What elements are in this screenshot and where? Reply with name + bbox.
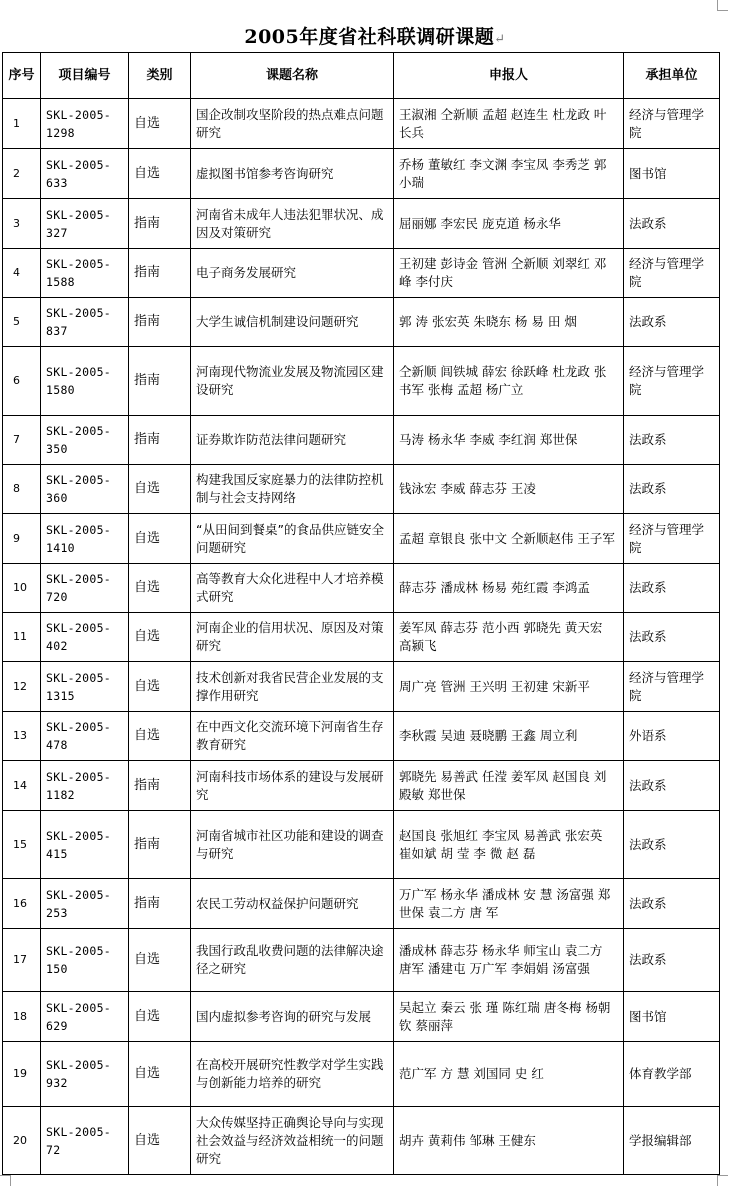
cell-applicants: 周广亮 管洲 王兴明 王初建 宋新平 (394, 662, 624, 712)
paragraph-mark-icon: ↵ (494, 32, 506, 47)
cell-topic: 电子商务发展研究 (191, 249, 394, 298)
cell-topic: 大学生诚信机制建设问题研究 (191, 298, 394, 347)
document-title (0, 22, 750, 49)
cell-applicants: 万广军 杨永华 潘成林 安 慧 汤富强 郑世保 袁二方 唐 军 (394, 879, 624, 929)
cell-code: SKL-2005-1410 (41, 514, 129, 564)
cell-unit: 外语系 (624, 712, 720, 761)
cell-code: SKL-2005-837 (41, 298, 129, 347)
cell-category: 指南 (129, 199, 191, 249)
cell-applicants: 姜军凤 薛志芬 范小西 郭晓先 黄天宏 高颍飞 (394, 613, 624, 662)
cell-category: 指南 (129, 879, 191, 929)
cell-code: SKL-2005-629 (41, 992, 129, 1042)
cell-seq: 2 (3, 149, 41, 199)
cell-category: 自选 (129, 1107, 191, 1175)
cell-unit: 图书馆 (624, 149, 720, 199)
cell-topic: 构建我国反家庭暴力的法律防控机制与社会支持网络 (191, 465, 394, 514)
cell-code: SKL-2005-1182 (41, 761, 129, 811)
cell-unit: 法政系 (624, 761, 720, 811)
cell-seq: 14 (3, 761, 41, 811)
cell-seq: 6 (3, 347, 41, 416)
cell-code: SKL-2005-72 (41, 1107, 129, 1175)
cell-category: 指南 (129, 811, 191, 879)
table-row (3, 249, 720, 298)
cell-category: 自选 (129, 514, 191, 564)
cell-topic: 高等教育大众化进程中人才培养模式研究 (191, 564, 394, 613)
cell-applicants: 屈丽娜 李宏民 庞克道 杨永华 (394, 199, 624, 249)
cell-category: 自选 (129, 662, 191, 712)
cell-unit: 经济与管理学院 (624, 662, 720, 712)
cell-code: SKL-2005-1298 (41, 99, 129, 149)
cell-topic: 国企改制攻坚阶段的热点难点问题研究 (191, 99, 394, 149)
cell-topic: 河南省未成年人违法犯罪状况、成因及对策研究 (191, 199, 394, 249)
cell-topic: 我国行政乱收费问题的法律解决途径之研究 (191, 929, 394, 992)
cell-seq: 10 (3, 564, 41, 613)
cell-seq: 7 (3, 416, 41, 465)
cell-applicants: 马涛 杨永华 李威 李红润 郑世保 (394, 416, 624, 465)
cell-applicants: 郭 涛 张宏英 朱晓东 杨 易 田 烟 (394, 298, 624, 347)
cell-category: 自选 (129, 1042, 191, 1107)
cell-applicants: 乔杨 董敏红 李文渊 李宝凤 李秀芝 郭小瑞 (394, 149, 624, 199)
cell-unit: 法政系 (624, 199, 720, 249)
header-seq: 序号 (3, 53, 41, 99)
cell-topic: 大众传媒坚持正确舆论导向与实现社会效益与经济效益相统一的问题研究 (191, 1107, 394, 1175)
table-row (3, 929, 720, 992)
header-unit: 承担单位 (624, 53, 720, 99)
cell-topic: 技术创新对我省民营企业发展的支撑作用研究 (191, 662, 394, 712)
cell-category: 自选 (129, 613, 191, 662)
cell-category: 指南 (129, 761, 191, 811)
header-category: 类别 (129, 53, 191, 99)
cell-category: 自选 (129, 929, 191, 992)
cell-applicants: 范广军 方 慧 刘国同 史 红 (394, 1042, 624, 1107)
cell-applicants: 钱泳宏 李威 薛志芬 王凌 (394, 465, 624, 514)
cell-applicants: 潘成林 薛志芬 杨永华 师宝山 袁二方 唐军 潘建屯 万广军 李娟娟 汤富强 (394, 929, 624, 992)
cell-seq: 18 (3, 992, 41, 1042)
cell-seq: 12 (3, 662, 41, 712)
cell-code: SKL-2005-327 (41, 199, 129, 249)
cell-seq: 19 (3, 1042, 41, 1107)
cell-seq: 5 (3, 298, 41, 347)
header-applicants: 申报人 (394, 53, 624, 99)
cell-code: SKL-2005-350 (41, 416, 129, 465)
page-corner-mark (717, 1175, 728, 1186)
cell-code: SKL-2005-1588 (41, 249, 129, 298)
table-row (3, 564, 720, 613)
cell-applicants: 王淑湘 仝新顺 孟超 赵连生 杜龙政 叶长兵 (394, 99, 624, 149)
cell-code: SKL-2005-253 (41, 879, 129, 929)
cell-unit: 法政系 (624, 564, 720, 613)
table-row (3, 416, 720, 465)
cell-code: SKL-2005-1315 (41, 662, 129, 712)
cell-unit: 经济与管理学院 (624, 249, 720, 298)
cell-topic: 河南省城市社区功能和建设的调查与研究 (191, 811, 394, 879)
cell-topic: 河南科技市场体系的建设与发展研究 (191, 761, 394, 811)
cell-code: SKL-2005-415 (41, 811, 129, 879)
cell-seq: 15 (3, 811, 41, 879)
table-row (3, 1107, 720, 1175)
cell-applicants: 王初建 彭诗金 管洲 仝新顺 刘翠红 邓峰 李付庆 (394, 249, 624, 298)
cell-applicants: 郭晓先 易善武 任滢 姜军凤 赵国良 刘殿敏 郑世保 (394, 761, 624, 811)
cell-code: SKL-2005-360 (41, 465, 129, 514)
cell-unit: 法政系 (624, 811, 720, 879)
cell-topic: 在高校开展研究性教学对学生实践与创新能力培养的研究 (191, 1042, 394, 1107)
cell-category: 指南 (129, 249, 191, 298)
cell-topic: 在中西文化交流环境下河南省生存教育研究 (191, 712, 394, 761)
cell-code: SKL-2005-720 (41, 564, 129, 613)
table-row (3, 514, 720, 564)
cell-unit: 法政系 (624, 298, 720, 347)
cell-category: 自选 (129, 99, 191, 149)
table-row (3, 992, 720, 1042)
cell-unit: 经济与管理学院 (624, 347, 720, 416)
cell-category: 自选 (129, 465, 191, 514)
cell-code: SKL-2005-932 (41, 1042, 129, 1107)
cell-unit: 法政系 (624, 416, 720, 465)
cell-category: 指南 (129, 416, 191, 465)
document-title-text: 2005年度省社科联调研课题 (244, 26, 495, 48)
cell-code: SKL-2005-402 (41, 613, 129, 662)
cell-category: 指南 (129, 298, 191, 347)
table-row (3, 613, 720, 662)
cell-unit: 图书馆 (624, 992, 720, 1042)
cell-unit: 法政系 (624, 613, 720, 662)
page-corner-mark (717, 0, 728, 11)
table-row (3, 199, 720, 249)
cell-unit: 法政系 (624, 929, 720, 992)
cell-seq: 13 (3, 712, 41, 761)
cell-seq: 8 (3, 465, 41, 514)
cell-unit: 经济与管理学院 (624, 514, 720, 564)
cell-applicants: 仝新顺 闾铁城 薛宏 徐跃峰 杜龙政 张书军 张梅 孟超 杨广立 (394, 347, 624, 416)
header-topic: 课题名称 (191, 53, 394, 99)
cell-unit: 法政系 (624, 465, 720, 514)
cell-category: 指南 (129, 347, 191, 416)
table-row (3, 811, 720, 879)
cell-seq: 9 (3, 514, 41, 564)
cell-seq: 20 (3, 1107, 41, 1175)
cell-code: SKL-2005-150 (41, 929, 129, 992)
cell-category: 自选 (129, 992, 191, 1042)
cell-topic: 河南企业的信用状况、原因及对策研究 (191, 613, 394, 662)
cell-applicants: 吴起立 秦云 张 瑾 陈红瑞 唐冬梅 杨朝钦 蔡丽萍 (394, 992, 624, 1042)
cell-seq: 11 (3, 613, 41, 662)
table-row (3, 712, 720, 761)
table-row (3, 761, 720, 811)
table-row (3, 662, 720, 712)
table-row (3, 298, 720, 347)
cell-topic: 河南现代物流业发展及物流园区建设研究 (191, 347, 394, 416)
cell-topic: 国内虚拟参考咨询的研究与发展 (191, 992, 394, 1042)
cell-seq: 3 (3, 199, 41, 249)
cell-topic: 农民工劳动权益保护问题研究 (191, 879, 394, 929)
cell-category: 自选 (129, 149, 191, 199)
cell-unit: 体育教学部 (624, 1042, 720, 1107)
cell-unit: 学报编辑部 (624, 1107, 720, 1175)
cell-applicants: 胡卉 黄莉伟 邹琳 王健东 (394, 1107, 624, 1175)
table-row (3, 99, 720, 149)
topics-table (2, 52, 720, 1175)
cell-seq: 17 (3, 929, 41, 992)
cell-seq: 4 (3, 249, 41, 298)
cell-topic: “从田间到餐桌”的食品供应链安全问题研究 (191, 514, 394, 564)
cell-category: 自选 (129, 564, 191, 613)
cell-seq: 16 (3, 879, 41, 929)
cell-applicants: 孟超 章银良 张中文 仝新顺赵伟 王子军 (394, 514, 624, 564)
cell-seq: 1 (3, 99, 41, 149)
cell-topic: 证券欺诈防范法律问题研究 (191, 416, 394, 465)
cell-code: SKL-2005-633 (41, 149, 129, 199)
table-header-row (3, 53, 720, 99)
table-row (3, 1042, 720, 1107)
table-row (3, 347, 720, 416)
table-row (3, 879, 720, 929)
header-code: 项目编号 (41, 53, 129, 99)
cell-applicants: 李秋霞 吴迪 聂晓鹏 王鑫 周立利 (394, 712, 624, 761)
table-row (3, 465, 720, 514)
cell-category: 自选 (129, 712, 191, 761)
cell-code: SKL-2005-1580 (41, 347, 129, 416)
cell-code: SKL-2005-478 (41, 712, 129, 761)
cell-applicants: 赵国良 张旭红 李宝凤 易善武 张宏英 崔如斌 胡 莹 李 微 赵 磊 (394, 811, 624, 879)
cell-topic: 虚拟图书馆参考咨询研究 (191, 149, 394, 199)
cell-applicants: 薛志芬 潘成林 杨易 苑红霞 李鸿孟 (394, 564, 624, 613)
cell-unit: 经济与管理学院 (624, 99, 720, 149)
table-row (3, 149, 720, 199)
cell-unit: 法政系 (624, 879, 720, 929)
page-corner-mark (0, 1175, 11, 1186)
